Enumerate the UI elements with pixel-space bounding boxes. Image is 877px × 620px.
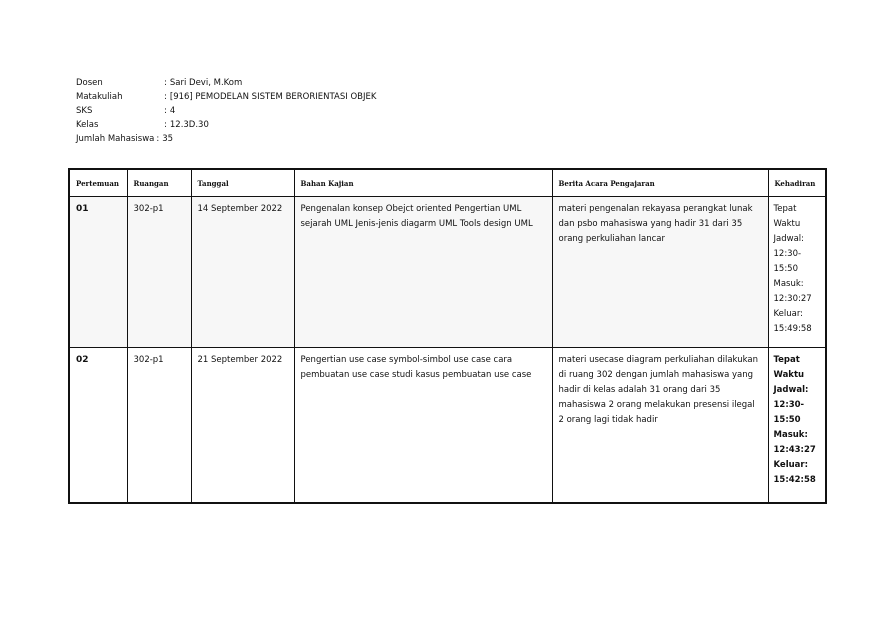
presence-status: Waktu [773,370,805,380]
room-cell: 302-p1 [127,348,191,504]
check-out-label: Keluar: [773,460,808,470]
column-header-presence: Kehadiran [768,169,826,197]
topic-cell: Pengertian use case symbol-simbol use case cara pembuatan use case studi kasus pembuatan use case [294,348,552,504]
info-row-lecturer [76,76,376,90]
meeting-number: 02 [69,348,127,504]
info-separator: : [164,78,167,88]
info-row-student-count [76,132,376,146]
info-separator: : [156,134,160,144]
info-separator: : [164,120,167,130]
column-header-report: Berita Acara Pengajaran [552,169,768,197]
meeting-number: 01 [69,197,127,348]
check-in-label: Masuk: [773,430,808,440]
info-value: 4 [169,106,176,116]
info-separator: : [164,92,167,102]
info-label: Dosen [76,78,103,88]
info-row-class [76,118,376,132]
presence-status: Tepat [773,204,797,214]
info-label: Jumlah Mahasiswa [76,134,155,144]
info-value: [916] PEMODELAN SISTEM BERORIENTASI OBJEK [169,92,377,102]
schedule-end: 15:50 [773,264,798,274]
info-label: SKS [76,106,93,116]
check-out-label: Keluar: [773,309,804,319]
column-header-room: Ruangan [127,169,191,197]
presence-cell [768,348,826,504]
schedule-label: Jadwal: [773,234,804,244]
table-row [69,348,826,504]
info-row-credits [76,104,376,118]
column-header-meeting: Pertemuan [69,169,127,197]
date-cell: 14 September 2022 [191,197,294,348]
table-row [69,197,826,348]
check-in-time: 12:43:27 [773,445,816,455]
teaching-journal-table [68,168,827,504]
check-in-label: Masuk: [773,279,804,289]
info-label: Matakuliah [76,92,123,102]
date-cell: 21 September 2022 [191,348,294,504]
info-separator: : [164,106,167,116]
room-cell: 302-p1 [127,197,191,348]
report-cell: materi pengenalan rekayasa perangkat lunak dan psbo mahasiswa yang hadir 31 dari 35 orang perkuliahan lancar [552,197,768,348]
column-header-topic: Bahan Kajian [294,169,552,197]
info-label: Kelas [76,120,99,130]
presence-cell [768,197,826,348]
presence-status: Tepat [773,355,800,365]
schedule-start: 12:30- [773,249,802,259]
course-info [76,76,376,146]
schedule-start: 12:30- [773,400,805,410]
info-row-course [76,90,376,104]
presence-status: Waktu [773,219,801,229]
info-value: 35 [162,134,174,144]
schedule-label: Jadwal: [773,385,809,395]
topic-cell: Pengenalan konsep Obejct oriented Pengertian UML sejarah UML Jenis-jenis diagarm UML Tools design UML [294,197,552,348]
info-value: 12.3D.30 [169,120,209,130]
check-out-time: 15:49:58 [773,324,812,334]
check-out-time: 15:42:58 [773,475,816,485]
check-in-time: 12:30:27 [773,294,812,304]
table-header-row [69,169,826,197]
schedule-end: 15:50 [773,415,801,425]
info-value: Sari Devi, M.Kom [169,78,243,88]
column-header-date: Tanggal [191,169,294,197]
report-cell: materi usecase diagram perkuliahan dilakukan di ruang 302 dengan jumlah mahasiswa yang hadir di kelas adalah 31 orang dari 35 mahasiswa 2 orang melakukan presensi ilegal 2 orang lagi tidak hadir [552,348,768,504]
